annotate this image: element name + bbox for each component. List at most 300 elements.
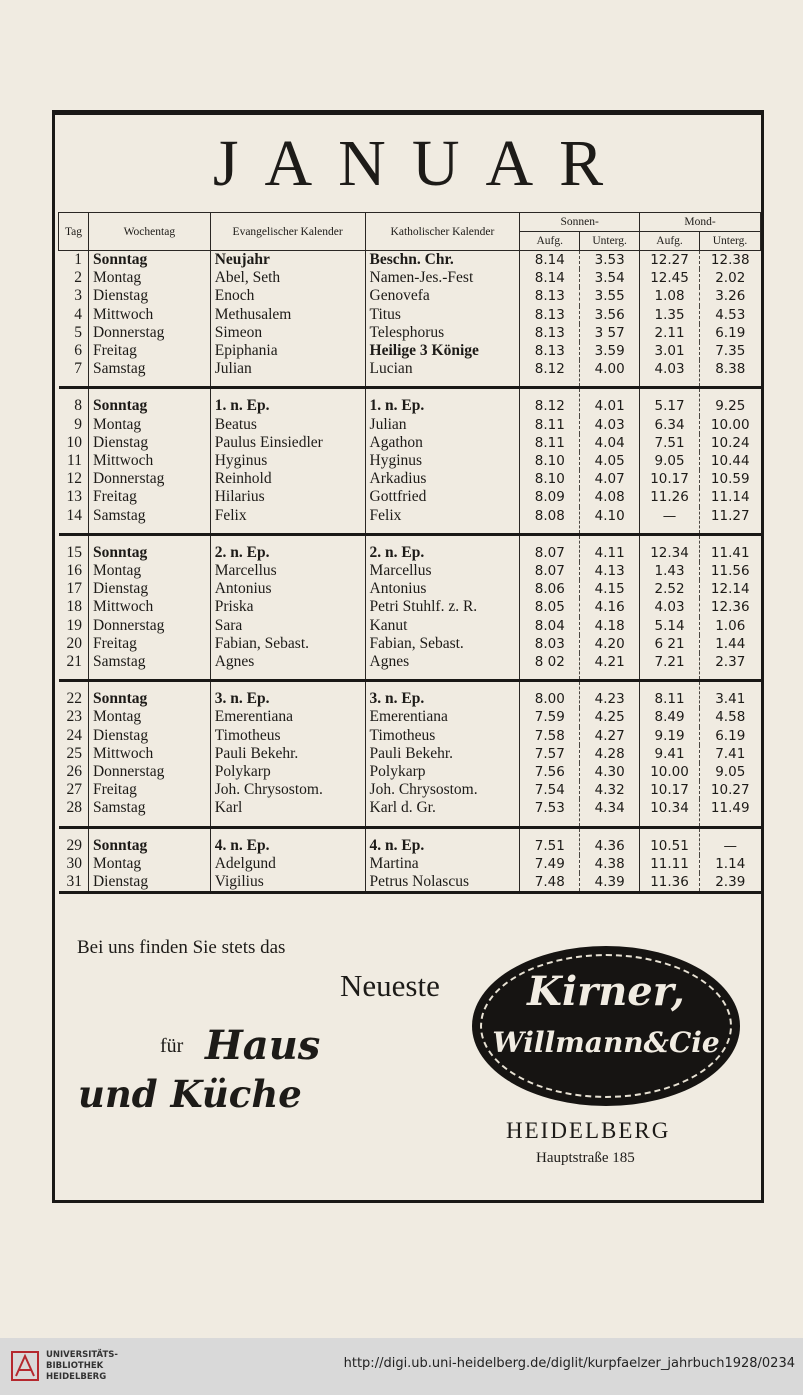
evangelical-saint: Priska bbox=[210, 598, 365, 616]
moonrise: 12.45 bbox=[640, 269, 700, 287]
moonrise: 4.03 bbox=[640, 598, 700, 616]
weekday: Samstag bbox=[88, 507, 210, 535]
evangelical-saint: Beatus bbox=[210, 416, 365, 434]
sunset: 4.05 bbox=[580, 452, 640, 470]
catholic-saint: Telesphorus bbox=[365, 324, 520, 342]
calendar-row bbox=[59, 598, 761, 616]
weekday: Montag bbox=[88, 855, 210, 873]
moonrise: 11.36 bbox=[640, 873, 700, 893]
sunset: 4.13 bbox=[580, 562, 640, 580]
evangelical-saint: Simeon bbox=[210, 324, 365, 342]
day-number: 11 bbox=[67, 452, 82, 470]
catholic-saint: Antonius bbox=[365, 580, 520, 598]
moonset: 9.05 bbox=[700, 763, 761, 781]
moonrise: 12.27 bbox=[640, 251, 700, 270]
sunset: 4.04 bbox=[580, 434, 640, 452]
moonrise: 10.17 bbox=[640, 470, 700, 488]
calendar-row bbox=[59, 507, 761, 535]
weekday: Dienstag bbox=[88, 727, 210, 745]
moonrise: 4.03 bbox=[640, 360, 700, 388]
evangelical-saint: Vigilius bbox=[210, 873, 365, 893]
calendar-row bbox=[59, 452, 761, 470]
day-number: 7 bbox=[59, 360, 89, 388]
moonset: 1.44 bbox=[700, 635, 761, 653]
moonset: 11.27 bbox=[700, 507, 761, 535]
weekday: Sonntag bbox=[88, 681, 210, 709]
day-number: 31 bbox=[59, 873, 89, 893]
sunrise: 8.14 bbox=[520, 251, 580, 270]
ad-city: HEIDELBERG bbox=[506, 1118, 671, 1143]
calendar-row bbox=[59, 727, 761, 745]
sunrise: 7.49 bbox=[520, 855, 580, 873]
catholic-saint: Arkadius bbox=[365, 470, 520, 488]
sunrise: 7.59 bbox=[520, 708, 580, 726]
weekday: Sonntag bbox=[88, 534, 210, 562]
sunrise: 7.48 bbox=[520, 873, 580, 893]
catholic-saint: Titus bbox=[365, 306, 520, 324]
moonset: 10.44 bbox=[700, 452, 761, 470]
sunrise: 8.07 bbox=[520, 534, 580, 562]
weekday: Montag bbox=[88, 269, 210, 287]
sunset: 4.21 bbox=[580, 653, 640, 681]
day-number: 21 bbox=[59, 653, 89, 681]
sunset: 4.20 bbox=[580, 635, 640, 653]
day-number: 25 bbox=[66, 744, 82, 762]
day-number: 5 bbox=[74, 323, 82, 341]
evangelical-saint: Paulus Einsiedler bbox=[210, 434, 365, 452]
evangelical-saint: Marcellus bbox=[210, 562, 365, 580]
weekday: Freitag bbox=[88, 781, 210, 799]
sunrise: 8.13 bbox=[520, 342, 580, 360]
evangelical-saint: Adelgund bbox=[210, 855, 365, 873]
sunset: 4.01 bbox=[580, 388, 640, 416]
moonset: 4.58 bbox=[700, 708, 761, 726]
sunrise: 8.09 bbox=[520, 488, 580, 506]
day-number: 20 bbox=[66, 634, 82, 652]
sunset: 4.39 bbox=[580, 873, 640, 893]
catholic-saint: Martina bbox=[365, 855, 520, 873]
sunrise: 8.13 bbox=[520, 324, 580, 342]
sunset: 4.15 bbox=[580, 580, 640, 598]
calendar-row bbox=[59, 269, 761, 287]
weekday: Mittwoch bbox=[88, 598, 210, 616]
moonrise: 9.19 bbox=[640, 727, 700, 745]
catholic-saint: Marcellus bbox=[365, 562, 520, 580]
moonset: 11.49 bbox=[700, 799, 761, 827]
library-name-line-2: BIBLIOTHEK bbox=[46, 1361, 104, 1371]
sunrise: 8.07 bbox=[520, 562, 580, 580]
source-url-link[interactable]: http://digi.ub.uni-heidelberg.de/diglit/kurpfaelzer_jahrbuch1928/0234 bbox=[343, 1356, 795, 1371]
day-number: 4 bbox=[74, 305, 82, 323]
moonset: 11.14 bbox=[700, 488, 761, 506]
sunrise: 8.12 bbox=[520, 388, 580, 416]
catholic-saint: 3. n. Ep. bbox=[365, 681, 520, 709]
moonrise: 5.17 bbox=[640, 388, 700, 416]
catholic-saint: Joh. Chrysostom. bbox=[365, 781, 520, 799]
weekday: Freitag bbox=[88, 488, 210, 506]
moonset: 2.39 bbox=[700, 873, 761, 893]
day-number: 17 bbox=[66, 580, 82, 598]
sunset: 4.16 bbox=[580, 598, 640, 616]
calendar-row bbox=[59, 873, 761, 893]
sunset: 4.03 bbox=[580, 416, 640, 434]
moonrise: 8.49 bbox=[640, 708, 700, 726]
weekday: Freitag bbox=[88, 342, 210, 360]
moonrise: 1.35 bbox=[640, 306, 700, 324]
sunset: 3.55 bbox=[580, 287, 640, 305]
day-number: 6 bbox=[74, 342, 82, 360]
catholic-saint: Heilige 3 Könige bbox=[365, 342, 520, 360]
sunrise: 8.14 bbox=[520, 269, 580, 287]
moonrise: 9.41 bbox=[640, 745, 700, 763]
calendar-row bbox=[59, 306, 761, 324]
calendar-row bbox=[59, 855, 761, 873]
calendar-row bbox=[59, 251, 761, 270]
catholic-saint: Genovefa bbox=[365, 287, 520, 305]
weekday: Mittwoch bbox=[88, 745, 210, 763]
moonrise: 1.43 bbox=[640, 562, 700, 580]
sunset: 4.00 bbox=[580, 360, 640, 388]
day-number: 16 bbox=[66, 562, 82, 580]
moonset: 7.35 bbox=[700, 342, 761, 360]
catholic-saint: Namen-Jes.-Fest bbox=[365, 269, 520, 287]
ad-address: Hauptstraße 185 bbox=[536, 1150, 635, 1166]
weekday: Dienstag bbox=[88, 434, 210, 452]
weekday: Mittwoch bbox=[88, 306, 210, 324]
day-number: 8 bbox=[74, 397, 82, 415]
calendar-row bbox=[59, 745, 761, 763]
evangelical-saint: Abel, Seth bbox=[210, 269, 365, 287]
ad-und-kuche-text: und Küche bbox=[78, 1072, 302, 1116]
calendar-row bbox=[59, 434, 761, 452]
evangelical-saint: Sara bbox=[210, 617, 365, 635]
ad-haus-text: Haus bbox=[205, 1022, 321, 1069]
university-library-icon bbox=[10, 1348, 40, 1384]
sunrise: 8.10 bbox=[520, 470, 580, 488]
header-mond: Mond- bbox=[640, 213, 761, 232]
ad-neueste-text: Neueste bbox=[340, 968, 440, 1003]
header-tag: Tag bbox=[59, 213, 89, 251]
moonrise: 7.21 bbox=[640, 653, 700, 681]
moonrise: 2.52 bbox=[640, 580, 700, 598]
weekday: Dienstag bbox=[88, 873, 210, 893]
calendar-row bbox=[59, 470, 761, 488]
day-number: 12 bbox=[66, 470, 82, 488]
moonrise: 8.11 bbox=[640, 681, 700, 709]
calendar-row bbox=[59, 635, 761, 653]
catholic-saint: Fabian, Sebast. bbox=[365, 635, 520, 653]
day-number: 14 bbox=[59, 507, 89, 535]
sunset: 3.54 bbox=[580, 269, 640, 287]
moonset: 2.02 bbox=[700, 269, 761, 287]
evangelical-saint: 3. n. Ep. bbox=[210, 681, 365, 709]
sunrise: 7.58 bbox=[520, 727, 580, 745]
weekday: Montag bbox=[88, 708, 210, 726]
calendar-row bbox=[59, 534, 761, 562]
sunrise: 8.03 bbox=[520, 635, 580, 653]
calendar-row bbox=[59, 562, 761, 580]
day-number: 26 bbox=[66, 763, 82, 781]
logo-line-1: Kirner, bbox=[527, 968, 685, 1015]
moonset: 10.27 bbox=[700, 781, 761, 799]
day-number: 15 bbox=[66, 543, 82, 561]
weekday: Montag bbox=[88, 562, 210, 580]
moonset: 12.36 bbox=[700, 598, 761, 616]
sunrise: 8.12 bbox=[520, 360, 580, 388]
evangelical-saint: 2. n. Ep. bbox=[210, 534, 365, 562]
calendar-row bbox=[59, 799, 761, 827]
day-number: 29 bbox=[66, 836, 82, 854]
evangelical-saint: Joh. Chrysostom. bbox=[210, 781, 365, 799]
day-number: 19 bbox=[66, 616, 82, 634]
sunset: 4.11 bbox=[580, 534, 640, 562]
sunset: 4.28 bbox=[580, 745, 640, 763]
moonset: 9.25 bbox=[700, 388, 761, 416]
header-mond-unterg: Unterg. bbox=[700, 232, 761, 251]
moonset: — bbox=[700, 827, 761, 855]
day-number: 28 bbox=[59, 799, 89, 827]
moonset: 7.41 bbox=[700, 745, 761, 763]
catholic-saint: Lucian bbox=[365, 360, 520, 388]
calendar-row bbox=[59, 416, 761, 434]
moonset: 10.24 bbox=[700, 434, 761, 452]
day-number: 13 bbox=[66, 488, 82, 506]
header-mond-aufg: Aufg. bbox=[640, 232, 700, 251]
header-sonnen: Sonnen- bbox=[520, 213, 640, 232]
calendar-row bbox=[59, 763, 761, 781]
calendar-body bbox=[59, 251, 761, 893]
moonset: 1.06 bbox=[700, 617, 761, 635]
evangelical-saint: Emerentiana bbox=[210, 708, 365, 726]
sunset: 4.18 bbox=[580, 617, 640, 635]
sunset: 4.38 bbox=[580, 855, 640, 873]
sunset: 4.10 bbox=[580, 507, 640, 535]
evangelical-saint: Timotheus bbox=[210, 727, 365, 745]
moonrise: 6.34 bbox=[640, 416, 700, 434]
catholic-saint: Karl d. Gr. bbox=[365, 799, 520, 827]
day-number: 23 bbox=[66, 708, 82, 726]
catholic-saint: Polykarp bbox=[365, 763, 520, 781]
evangelical-saint: Agnes bbox=[210, 653, 365, 681]
calendar-table bbox=[58, 212, 761, 894]
weekday: Sonntag bbox=[88, 827, 210, 855]
moonrise: 7.51 bbox=[640, 434, 700, 452]
catholic-saint: Beschn. Chr. bbox=[365, 251, 520, 270]
library-name-line-1: UNIVERSITÄTS- bbox=[46, 1350, 118, 1360]
header-katholisch: Katholischer Kalender bbox=[365, 213, 520, 251]
weekday: Mittwoch bbox=[88, 452, 210, 470]
weekday: Donnerstag bbox=[88, 470, 210, 488]
calendar-row bbox=[59, 781, 761, 799]
moonset: 12.38 bbox=[700, 251, 761, 270]
catholic-saint: Petrus Nolascus bbox=[365, 873, 520, 893]
evangelical-saint: 4. n. Ep. bbox=[210, 827, 365, 855]
catholic-saint: 4. n. Ep. bbox=[365, 827, 520, 855]
evangelical-saint: Neujahr bbox=[210, 251, 365, 270]
sunrise: 8.06 bbox=[520, 580, 580, 598]
day-number: 2 bbox=[74, 269, 82, 287]
moonset: 4.53 bbox=[700, 306, 761, 324]
moonset: 6.19 bbox=[700, 727, 761, 745]
ad-fur-text: für bbox=[160, 1035, 184, 1057]
sunset: 3.53 bbox=[580, 251, 640, 270]
evangelical-saint: Hilarius bbox=[210, 488, 365, 506]
moonset: 10.59 bbox=[700, 470, 761, 488]
ad-intro-text: Bei uns finden Sie stets das bbox=[77, 937, 286, 958]
sunrise: 8.11 bbox=[520, 434, 580, 452]
catholic-saint: Timotheus bbox=[365, 727, 520, 745]
day-number: 10 bbox=[66, 433, 82, 451]
day-number: 24 bbox=[66, 726, 82, 744]
calendar-row bbox=[59, 617, 761, 635]
footer-bar bbox=[0, 1338, 803, 1395]
sunrise: 8.13 bbox=[520, 306, 580, 324]
weekday: Sonntag bbox=[88, 388, 210, 416]
sunset: 4.32 bbox=[580, 781, 640, 799]
moonset: 8.38 bbox=[700, 360, 761, 388]
sunrise: 7.51 bbox=[520, 827, 580, 855]
weekday: Samstag bbox=[88, 653, 210, 681]
sunrise: 8.10 bbox=[520, 452, 580, 470]
moonrise: 3.01 bbox=[640, 342, 700, 360]
header-evangelisch: Evangelischer Kalender bbox=[210, 213, 365, 251]
moonrise: 9.05 bbox=[640, 452, 700, 470]
moonrise: 10.51 bbox=[640, 827, 700, 855]
moonrise: 6 21 bbox=[640, 635, 700, 653]
sunset: 3 57 bbox=[580, 324, 640, 342]
sunset: 4.08 bbox=[580, 488, 640, 506]
header-wochentag: Wochentag bbox=[88, 213, 210, 251]
evangelical-saint: Pauli Bekehr. bbox=[210, 745, 365, 763]
sunset: 4.34 bbox=[580, 799, 640, 827]
evangelical-saint: 1. n. Ep. bbox=[210, 388, 365, 416]
evangelical-saint: Hyginus bbox=[210, 452, 365, 470]
logo-line-2: Willmann&Cie bbox=[492, 1026, 720, 1059]
catholic-saint: Gottfried bbox=[365, 488, 520, 506]
day-number: 18 bbox=[66, 598, 82, 616]
moonrise: 10.17 bbox=[640, 781, 700, 799]
sunrise: 7.57 bbox=[520, 745, 580, 763]
sunrise: 8.04 bbox=[520, 617, 580, 635]
kirner-willmann-logo bbox=[472, 946, 740, 1106]
moonrise: 12.34 bbox=[640, 534, 700, 562]
catholic-saint: 1. n. Ep. bbox=[365, 388, 520, 416]
weekday: Donnerstag bbox=[88, 324, 210, 342]
weekday: Montag bbox=[88, 416, 210, 434]
sunrise: 8.13 bbox=[520, 287, 580, 305]
sunrise: 8 02 bbox=[520, 653, 580, 681]
calendar-row bbox=[59, 681, 761, 709]
moonset: 1.14 bbox=[700, 855, 761, 873]
moonset: 11.41 bbox=[700, 534, 761, 562]
evangelical-saint: Enoch bbox=[210, 287, 365, 305]
calendar-row bbox=[59, 324, 761, 342]
sunrise: 7.54 bbox=[520, 781, 580, 799]
weekday: Freitag bbox=[88, 635, 210, 653]
weekday: Samstag bbox=[88, 360, 210, 388]
evangelical-saint: Polykarp bbox=[210, 763, 365, 781]
sunset: 4.25 bbox=[580, 708, 640, 726]
evangelical-saint: Julian bbox=[210, 360, 365, 388]
evangelical-saint: Epiphania bbox=[210, 342, 365, 360]
sunset: 4.30 bbox=[580, 763, 640, 781]
weekday: Donnerstag bbox=[88, 617, 210, 635]
moonset: 12.14 bbox=[700, 580, 761, 598]
catholic-saint: Hyginus bbox=[365, 452, 520, 470]
calendar-row bbox=[59, 827, 761, 855]
moonset: 2.37 bbox=[700, 653, 761, 681]
moonrise: 10.34 bbox=[640, 799, 700, 827]
moonset: 3.41 bbox=[700, 681, 761, 709]
moonrise: 2.11 bbox=[640, 324, 700, 342]
moonset: 11.56 bbox=[700, 562, 761, 580]
moonrise: 10.00 bbox=[640, 763, 700, 781]
sunrise: 8.08 bbox=[520, 507, 580, 535]
catholic-saint: Felix bbox=[365, 507, 520, 535]
day-number: 30 bbox=[66, 854, 82, 872]
evangelical-saint: Felix bbox=[210, 507, 365, 535]
sunrise: 7.53 bbox=[520, 799, 580, 827]
moonset: 3.26 bbox=[700, 287, 761, 305]
library-name bbox=[46, 1350, 118, 1383]
day-number: 9 bbox=[74, 415, 82, 433]
sunset: 4.27 bbox=[580, 727, 640, 745]
day-number: 1 bbox=[74, 251, 82, 268]
sunrise: 8.11 bbox=[520, 416, 580, 434]
calendar-row bbox=[59, 287, 761, 305]
evangelical-saint: Karl bbox=[210, 799, 365, 827]
weekday: Dienstag bbox=[88, 287, 210, 305]
moonset: 10.00 bbox=[700, 416, 761, 434]
moonrise: 5.14 bbox=[640, 617, 700, 635]
sunset: 3.59 bbox=[580, 342, 640, 360]
sunset: 3.56 bbox=[580, 306, 640, 324]
catholic-saint: Pauli Bekehr. bbox=[365, 745, 520, 763]
moonset: 6.19 bbox=[700, 324, 761, 342]
evangelical-saint: Reinhold bbox=[210, 470, 365, 488]
calendar-row bbox=[59, 360, 761, 388]
sunrise: 8.05 bbox=[520, 598, 580, 616]
sunrise: 8.00 bbox=[520, 681, 580, 709]
weekday: Dienstag bbox=[88, 580, 210, 598]
catholic-saint: Emerentiana bbox=[365, 708, 520, 726]
calendar-row bbox=[59, 388, 761, 416]
calendar-row bbox=[59, 342, 761, 360]
weekday: Donnerstag bbox=[88, 763, 210, 781]
header-sonnen-aufg: Aufg. bbox=[520, 232, 580, 251]
evangelical-saint: Fabian, Sebast. bbox=[210, 635, 365, 653]
calendar-row bbox=[59, 653, 761, 681]
catholic-saint: Agathon bbox=[365, 434, 520, 452]
calendar-row bbox=[59, 488, 761, 506]
moonrise: 11.11 bbox=[640, 855, 700, 873]
evangelical-saint: Methusalem bbox=[210, 306, 365, 324]
header-sonnen-unterg: Unterg. bbox=[580, 232, 640, 251]
moonrise: 11.26 bbox=[640, 488, 700, 506]
sunset: 4.07 bbox=[580, 470, 640, 488]
month-title: JANUAR bbox=[212, 127, 630, 200]
catholic-saint: Agnes bbox=[365, 653, 520, 681]
evangelical-saint: Antonius bbox=[210, 580, 365, 598]
catholic-saint: Petri Stuhlf. z. R. bbox=[365, 598, 520, 616]
weekday: Samstag bbox=[88, 799, 210, 827]
library-name-line-3: HEIDELBERG bbox=[46, 1372, 107, 1382]
day-number: 3 bbox=[74, 287, 82, 305]
calendar-row bbox=[59, 580, 761, 598]
day-number: 27 bbox=[66, 781, 82, 799]
weekday: Sonntag bbox=[88, 251, 210, 270]
catholic-saint: 2. n. Ep. bbox=[365, 534, 520, 562]
